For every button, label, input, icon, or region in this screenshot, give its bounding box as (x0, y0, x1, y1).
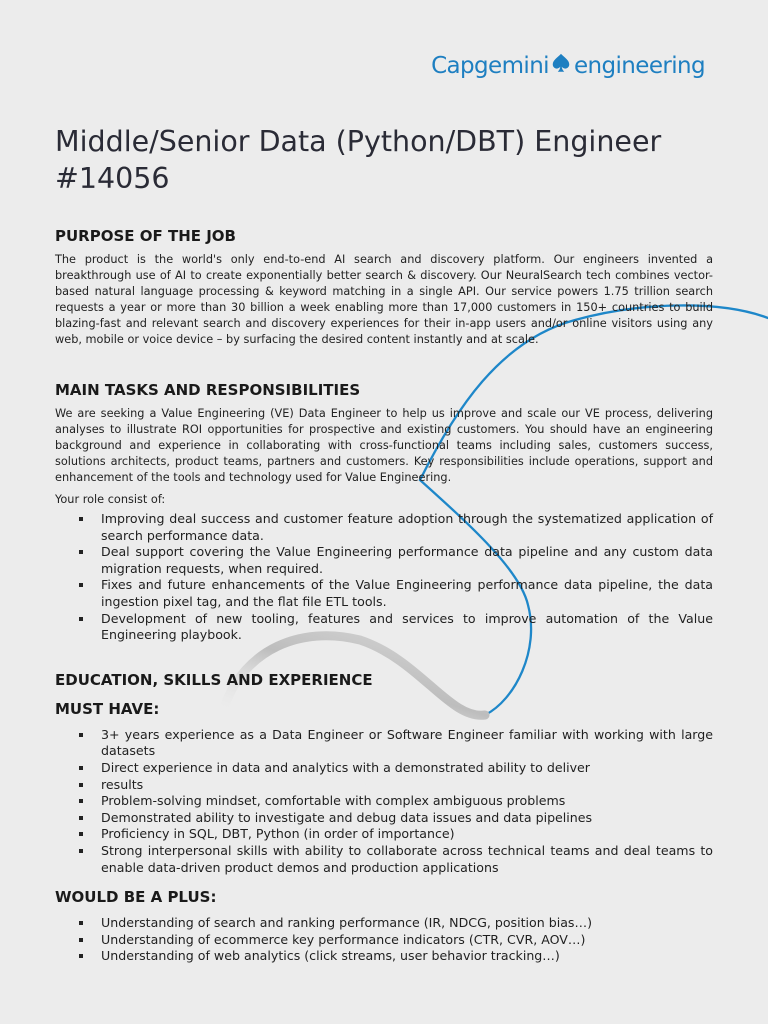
role-intro: Your role consist of: (55, 493, 166, 506)
company-logo (431, 52, 705, 80)
list-item: Understanding of ecommerce key performance indicators (CTR, CVR, AOV…) (55, 932, 713, 949)
list-item: 3+ years experience as a Data Engineer or Software Engineer familiar with working with large datasets (55, 727, 713, 760)
list-item: Development of new tooling, features and services to improve automation of the Value Engineering playbook. (55, 611, 713, 644)
tasks-heading: MAIN TASKS AND RESPONSIBILITIES (55, 381, 361, 399)
must-have-list (55, 727, 713, 876)
list-item: Direct experience in data and analytics with a demonstrated ability to deliver (55, 760, 713, 777)
tasks-text: We are seeking a Value Engineering (VE) Data Engineer to help us improve and scale our VE process, delivering analyses to illustrate ROI opportunities for prospective and existing customers. You should have an engineering background and experience in collaborating with cross-functional teams including sales, customers success, solutions architects, product teams, partners and customers. Key responsibilities include operations, support and enhancement of the tools and technology used for Value Engineering. (55, 407, 713, 484)
list-item: Problem-solving mindset, comfortable with complex ambiguous problems (55, 793, 713, 810)
logo-text-right: engineering (573, 53, 705, 79)
document-content (55, 123, 713, 965)
list-item: Strong interpersonal skills with ability to collaborate across technical teams and deal teams to enable data-driven product demos and production applications (55, 843, 713, 876)
plus-heading: WOULD BE A PLUS: (55, 888, 217, 907)
logo-text-left: Capgemini (431, 53, 549, 79)
list-item: results (55, 777, 713, 794)
purpose-text: The product is the world's only end-to-end AI search and discovery platform. Our engineers invented a breakthrough use of AI to create exponentially better search & discovery. Our NeuralSearch tech combines vector-based natural language processing & keyword matching in a single API. Our service powers 1.75 trillion search requests a year or more than 30 billion a week enabling more than 17,000 customers in 150+ countries to build blazing-fast and relevant search and discovery experiences for their in-app users and/or online visitors using any web, mobile or voice device – by surfacing the desired content instantly and at scale. (55, 253, 713, 346)
list-item: Fixes and future enhancements of the Value Engineering performance data pipeline, the data ingestion pixel tag, and the flat file ETL tools. (55, 577, 713, 610)
purpose-heading: PURPOSE OF THE JOB (55, 227, 236, 245)
education-heading: EDUCATION, SKILLS AND EXPERIENCE (55, 670, 373, 689)
tasks-list (55, 511, 713, 644)
spade-icon (550, 52, 572, 80)
list-item: Understanding of search and ranking performance (IR, NDCG, position bias…) (55, 915, 713, 932)
list-item: Proficiency in SQL, DBT, Python (in order of importance) (55, 826, 713, 843)
plus-list (55, 915, 713, 965)
page-title: Middle/Senior Data (Python/DBT) Engineer #14056 (55, 125, 662, 195)
list-item: Improving deal success and customer feature adoption through the systematized application of search performance data. (55, 511, 713, 544)
list-item: Demonstrated ability to investigate and debug data issues and data pipelines (55, 810, 713, 827)
list-item: Deal support covering the Value Engineering performance data pipeline and any custom data migration requests, when required. (55, 544, 713, 577)
list-item: Understanding of web analytics (click streams, user behavior tracking…) (55, 948, 713, 965)
must-have-heading: MUST HAVE: (55, 699, 160, 718)
